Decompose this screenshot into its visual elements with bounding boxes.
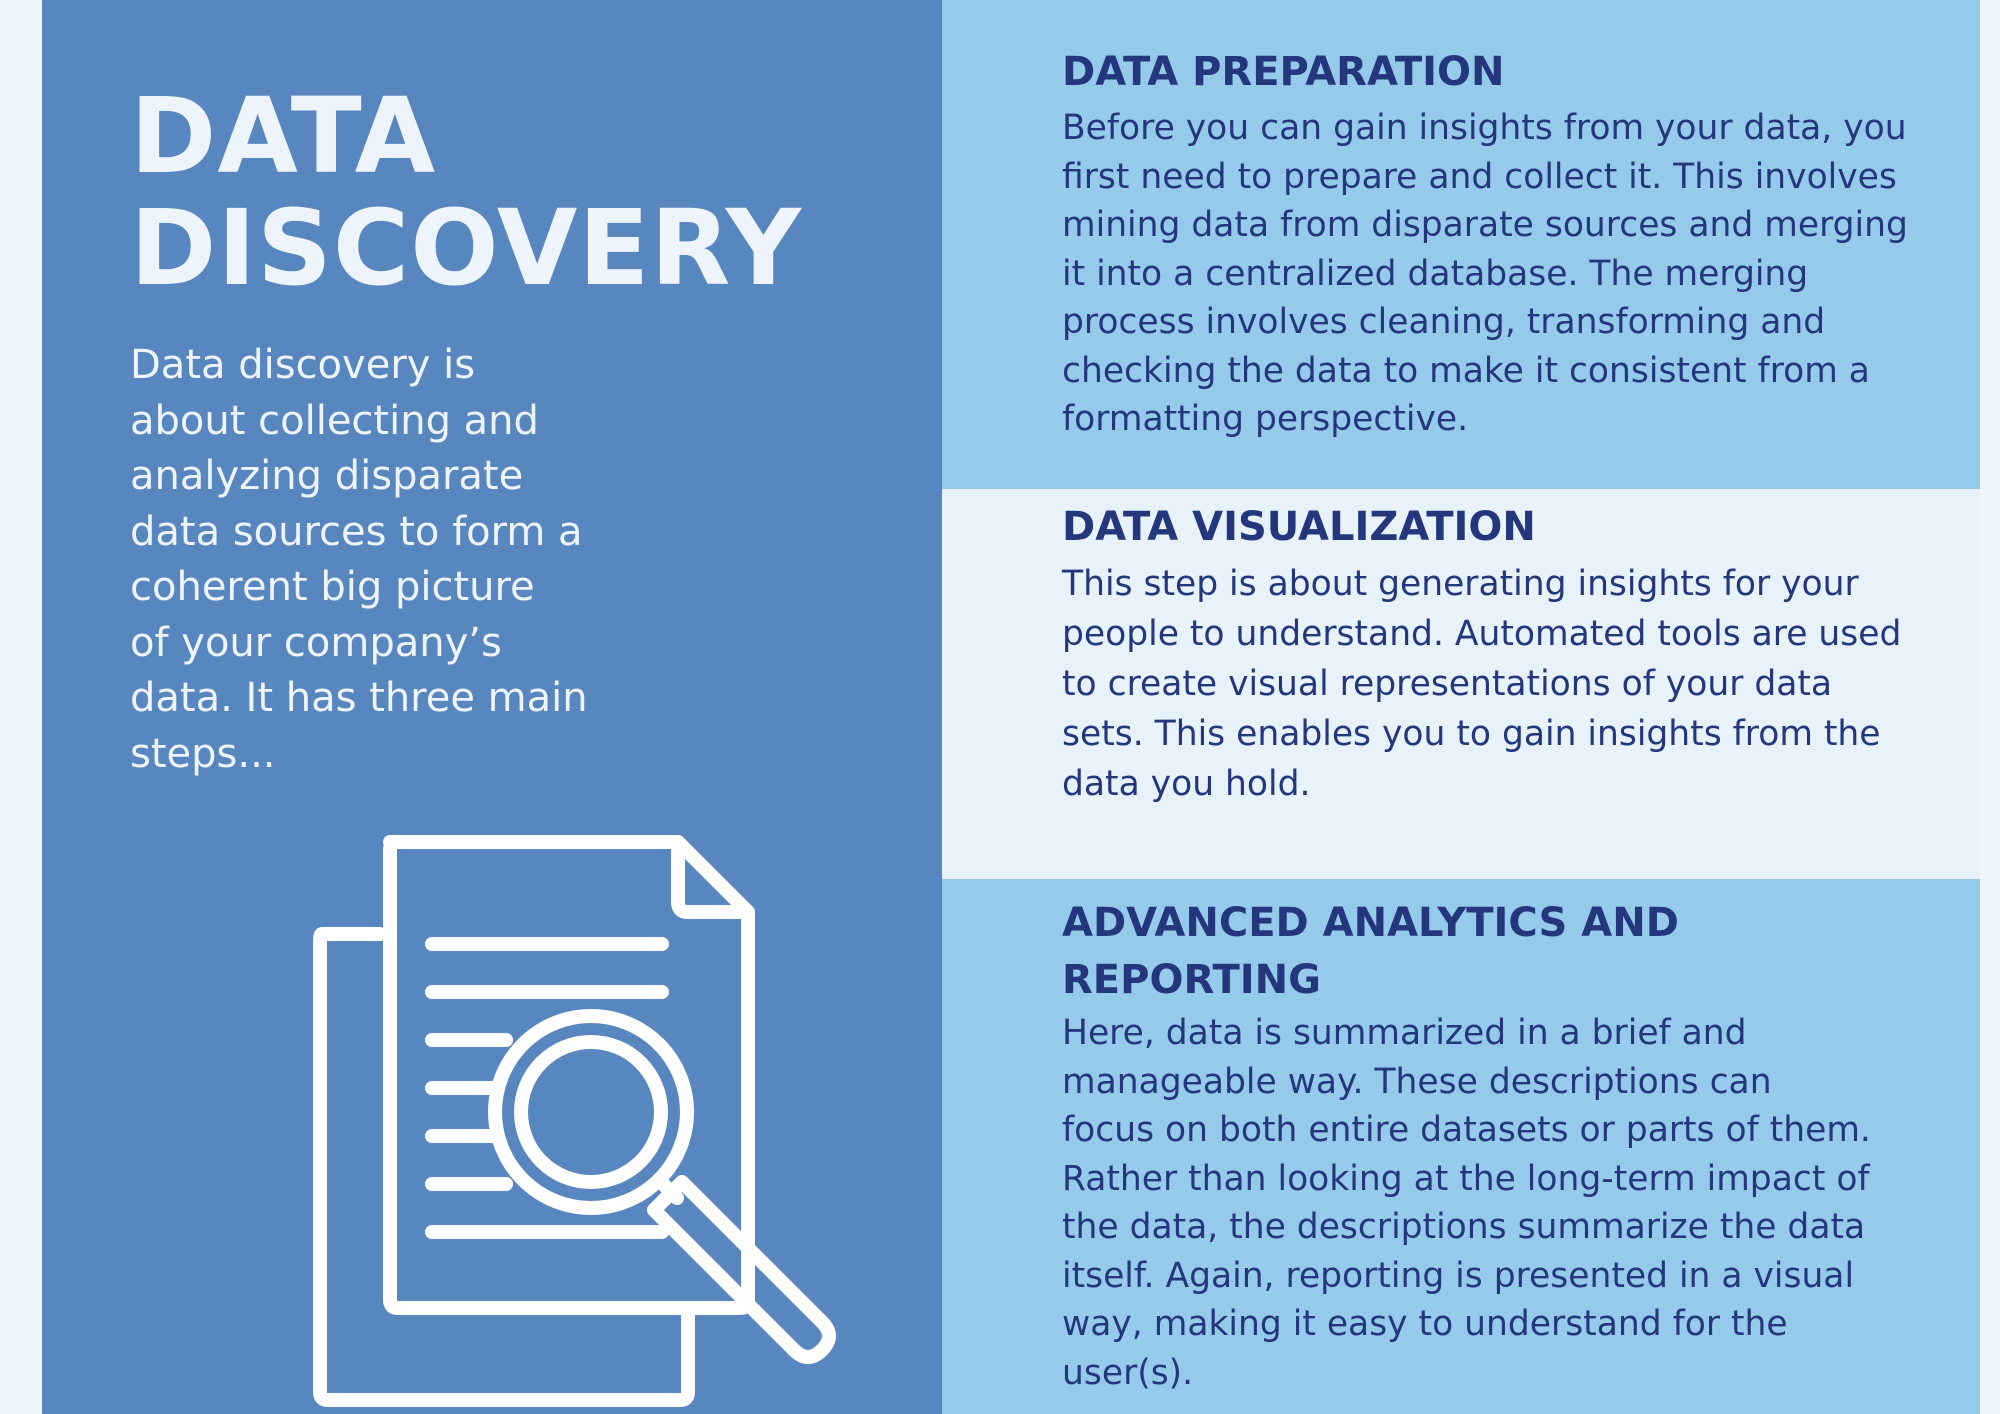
- document-search-icon: [300, 830, 910, 1414]
- section-advanced-analytics: [942, 879, 1980, 1414]
- section-body-data-visualization: This step is about generating insights for your people to understand. Automated tools are used to create visual representations of your data sets. This enables you to gain insights from the data you hold.: [1062, 564, 1902, 804]
- section-title-advanced-analytics: ADVANCED ANALYTICS AND REPORTING: [1062, 900, 1679, 1003]
- intro-text: Data discovery is about collecting and analyzing disparate data sources to form a coherent big picture of your company’s data. It has three main steps...: [130, 342, 588, 777]
- section-title-data-preparation: DATA PREPARATION: [1062, 49, 1505, 95]
- section-body-advanced-analytics: Here, data is summarized in a brief and manageable way. These descriptions can focus on both entire datasets or parts of them. Rather than looking at the long-term impact of the data, the descriptions summarize the data itself. Again, reporting is presented in a visual way, making it easy to understand for the user(s).: [1062, 1013, 1871, 1393]
- section-body-data-preparation: Before you can gain insights from your data, you first need to prepare and collect it. This involves mining data from disparate sources and merging it into a centralized database. The merging process involves cleaning, transforming and checking the data to make it consistent from a formatting perspective.: [1062, 108, 1908, 439]
- main-title-line-2: DISCOVERY: [130, 187, 803, 309]
- section-title-data-visualization: DATA VISUALIZATION: [1062, 504, 1536, 550]
- magnifier-inner-ring: [521, 1042, 661, 1182]
- main-title: [130, 75, 850, 309]
- section-data-preparation: [942, 0, 1980, 489]
- section-data-visualization: [942, 489, 1980, 879]
- main-title-line-1: DATA: [130, 75, 437, 197]
